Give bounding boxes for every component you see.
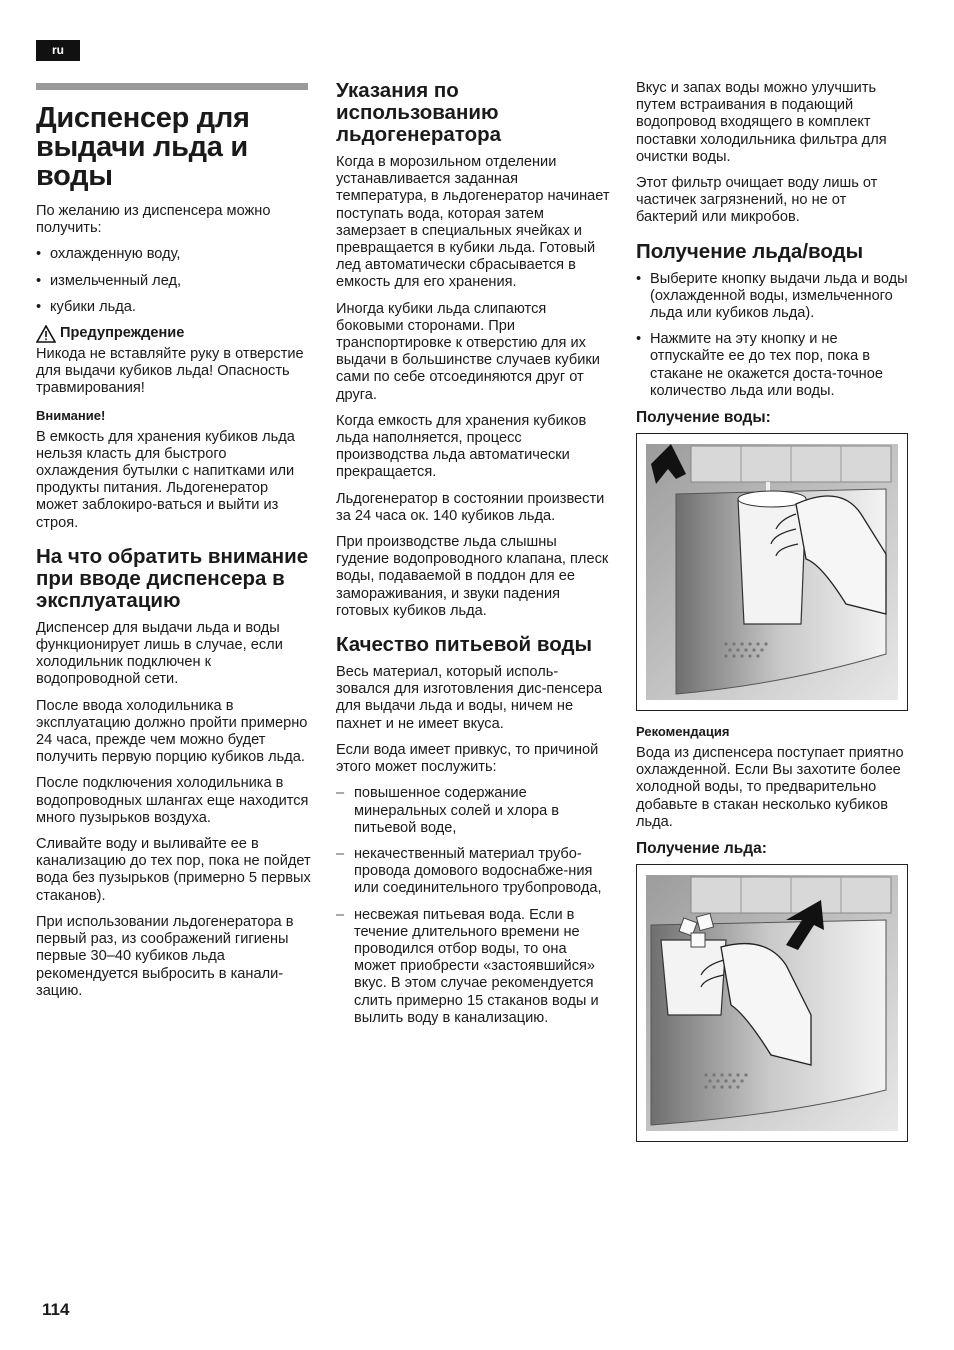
tip-text: Вода из диспенсера поступает приятно охлажденной. Если Вы захотите более холодной воды, то предварительно добавьте в стакан несколько кубиков льда. (636, 745, 904, 830)
section-rule (36, 83, 308, 90)
paragraph: Если вода имеет привкус, то причиной этого может послужить: (336, 741, 599, 776)
warning-heading (36, 325, 312, 343)
column-2 (336, 80, 612, 1036)
paragraph: Этот фильтр очищает воду лишь от частичек загрязнений, но не от бактерий или микробов. (636, 175, 878, 226)
tip-heading: Рекомендация (636, 724, 730, 740)
warning-label: Предупреждение (60, 325, 185, 342)
paragraph: После подключения холодильника в водопроводных шлангах еще находится много пузырьков воздуха. (36, 775, 309, 826)
paragraph: Когда емкость для хранения кубиков льда наполняется, процесс производства льда автоматически прекращается. (336, 412, 587, 481)
paragraph: После ввода холодильника в эксплуатацию должно пройти примерно 24 часа, прежде чем можно будет получить первую порцию кубиков льда. (36, 697, 308, 766)
ice-heading: Получение льда: (636, 840, 767, 858)
paragraph: Диспенсер для выдачи льда и воды функционирует лишь в случае, если холодильник подключен к водопроводной сети. (36, 619, 283, 688)
ice-dispensing-illustration (636, 864, 908, 1142)
paragraph: Вкус и запах воды можно улучшить путем встраивания в подающий водопровод входящего в комплект поставки холодильника фильтра для очистки воды. (636, 80, 887, 165)
paragraph: При использовании льдогенератора в первый раз, из соображений гигиены первые 30–40 кубиков льда рекомендуется выбросить в канали-зацию. (36, 913, 294, 999)
paragraph: При производстве льда слышны гудение водопроводного клапана, плеск воды, подаваемой в поддон для ее замораживания, и звуки падения готовых кубиков льда. (336, 534, 609, 619)
attention-heading: Внимание! (36, 407, 106, 423)
attention-text: В емкость для хранения кубиков льда нельзя класть для быстрого охлаждения бутылки с напитками или продукты питания. Льдогенератор может заблокиро-ваться и выйти из строя. (36, 428, 295, 531)
list-item: • Нажмите на эту кнопку и не отпускайте ее до тех пор, пока в стакане не окажется доста-точное количество льда или воды. (636, 331, 912, 400)
list-item: • кубики льда. (36, 299, 312, 316)
section-heading: Указания по использованию льдогенератора (336, 79, 502, 146)
list-item: – несвежая питьевая вода. Если в течение длительного времени не проводился отбор воды, то она может приобрести «застоявшийся» вкус. В этом случае рекомендуется слить примерно 15 стаканов воды и вылить воду в канализацию. (336, 907, 612, 1027)
warning-text: Никода не вставляйте руку в отверстие для выдачи кубиков льда! Опасность травмирования! (36, 346, 304, 397)
list-item: • измельченный лед, (36, 273, 312, 290)
section-heading: Получение льда/воды (636, 239, 864, 263)
water-dispensing-illustration (636, 433, 908, 711)
paragraph: Весь материал, который исполь-зовался для изготовления дис-пенсера для выдачи льда и воды, ничем не пахнет и не имеет вкуса. (336, 664, 603, 732)
intro-text: По желанию из диспенсера можно получить: (36, 203, 271, 237)
steps-list (636, 271, 912, 400)
water-illustration-svg (646, 444, 898, 700)
warning-icon (36, 325, 56, 343)
column-1 (36, 80, 312, 1009)
paragraph: Льдогенератор в состоянии произвести за 24 часа ок. 140 кубиков льда. (336, 490, 605, 524)
paragraph: Иногда кубики льда слипаются боковыми сторонами. При транспортировке к отверстию для их выдачи в большинстве случаев кубики сами по себе отсоединяются друг от друга. (336, 300, 600, 403)
column-3 (636, 80, 912, 1154)
list-item: • Выберите кнопку выдачи льда и воды (охлажденной воды, измельченного льда или кубиков льда). (636, 271, 912, 323)
section-heading: На что обратить внимание при вводе диспенсера в эксплуатацию (36, 544, 309, 612)
page-title: Диспенсер для выдачи льда и воды (36, 102, 250, 192)
ice-illustration-svg (646, 875, 898, 1131)
language-badge: ru (36, 40, 80, 61)
paragraph: Когда в морозильном отделении устанавливается заданная температура, в льдогенератор начинает поступать вода, которая затем замерзает в специальных ячейках и превращается в кубики льда. Готовый лед автоматически сбрасывается в емкость для его хранения. (336, 154, 610, 291)
section-heading: Качество питьевой воды (336, 633, 592, 657)
water-heading: Получение воды: (636, 409, 771, 427)
causes-list (336, 785, 612, 1027)
options-list (36, 246, 312, 316)
list-item: – повышенное содержание минеральных солей и хлора в питьевой воде, (336, 785, 612, 837)
page-number: 114 (42, 1300, 70, 1319)
list-item: – некачественный материал трубо-провода домового водоснабже-ния или соединительного трубопровода, (336, 846, 612, 898)
list-item: • охлажденную воду, (36, 246, 312, 263)
paragraph: Сливайте воду и выливайте ее в канализацию до тех пор, пока не пойдет вода без пузырьков (примерно 5 первых стаканов). (36, 836, 311, 904)
